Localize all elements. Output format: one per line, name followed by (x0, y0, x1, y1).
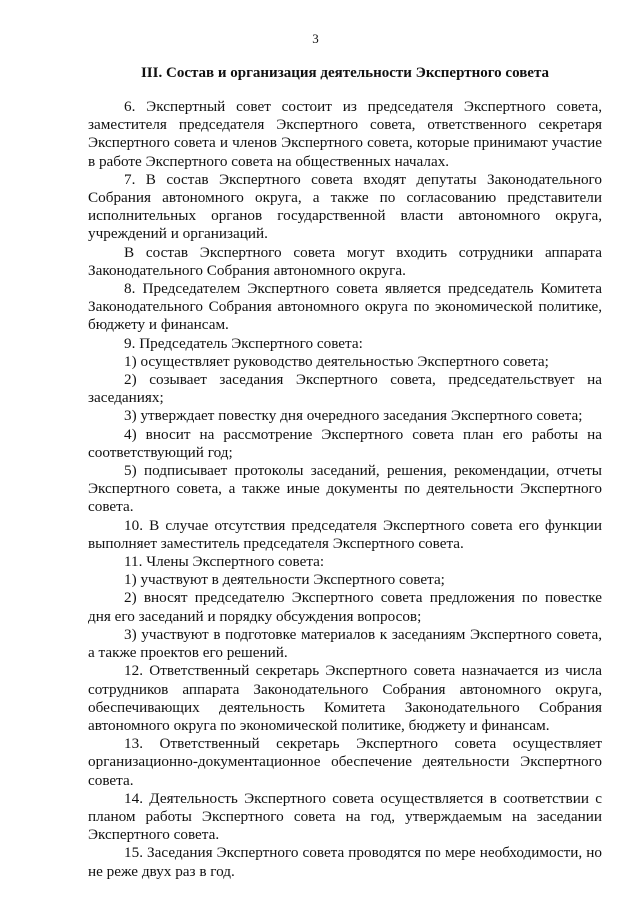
paragraph-12: 12. Ответственный секретарь Экспертного совета назначается из числа сотрудников аппарата Законодательного Собрания автономного округа, обеспечивающих деятельность Комитета Законодательного Собрания автономного округа по экономической политике, бюджету и финансам. (88, 662, 602, 734)
paragraph-10: 10. В случае отсутствия председателя Экспертного совета его функции выполняет заместитель председателя Экспертного совета. (88, 516, 602, 552)
paragraph-9-item-5: 5) подписывает протоколы заседаний, решения, рекомендации, отчеты Экспертного совета, а также иные документы по деятельности Экспертного совета. (88, 462, 602, 516)
paragraph-11: 11. Члены Экспертного совета: (124, 553, 325, 571)
paragraph-8: 8. Председателем Экспертного совета является председатель Комитета Законодательного Собрания автономного округа по экономической политике, бюджету и финансам. (88, 280, 602, 334)
paragraph-6: 6. Экспертный совет состоит из председателя Экспертного совета, заместителя председателя Экспертного совета, ответственного секретаря Экспертного совета и членов Экспертного совета, которые принимают участие в работе Экспертного совета на общественных началах. (88, 98, 602, 170)
paragraph-9-item-3: 3) утверждает повестку дня очередного заседания Экспертного совета; (124, 407, 583, 425)
paragraph-11-item-2: 2) вносят председателю Экспертного совета предложения по повестке дня его заседаний и порядку обсуждения вопросов; (88, 589, 602, 625)
paragraph-14: 14. Деятельность Экспертного совета осуществляется в соответствии с планом работы Экспертного совета на год, утверждаемым на заседании Экспертного совета. (88, 789, 602, 844)
paragraph-9-item-2: 2) созывает заседания Экспертного совета, председательствует на заседаниях; (88, 371, 602, 407)
page-number: 3 (312, 31, 319, 46)
paragraph-7: 7. В состав Экспертного совета входят депутаты Законодательного Собрания автономного округа, а также по согласованию представители исполнительных органов государственной власти автономного округа, учреждений и организаций. (88, 170, 602, 243)
section-heading: III. Состав и организация деятельности Экспертного совета (140, 65, 550, 81)
paragraph-9-item-1: 1) осуществляет руководство деятельностью Экспертного совета; (124, 352, 549, 370)
paragraph-13: 13. Ответственный секретарь Экспертного совета осуществляет организационно-документационное обеспечение деятельности Экспертного совета. (88, 735, 602, 789)
paragraph-15: 15. Заседания Экспертного совета проводятся по мере необходимости, но не реже двух раз в год. (88, 844, 602, 880)
paragraph-9: 9. Председатель Экспертного совета: (124, 334, 363, 352)
paragraph-7-addendum: В состав Экспертного совета могут входить сотрудники аппарата Законодательного Собрания автономного округа. (88, 243, 602, 279)
document-body (88, 98, 602, 881)
paragraph-11-item-1: 1) участвуют в деятельности Экспертного совета; (124, 571, 445, 589)
paragraph-9-item-4: 4) вносит на рассмотрение Экспертного совета план его работы на соответствующий год; (88, 425, 602, 461)
paragraph-11-item-3: 3) участвуют в подготовке материалов к заседаниям Экспертного совета, а также проектов его решений. (88, 625, 602, 662)
